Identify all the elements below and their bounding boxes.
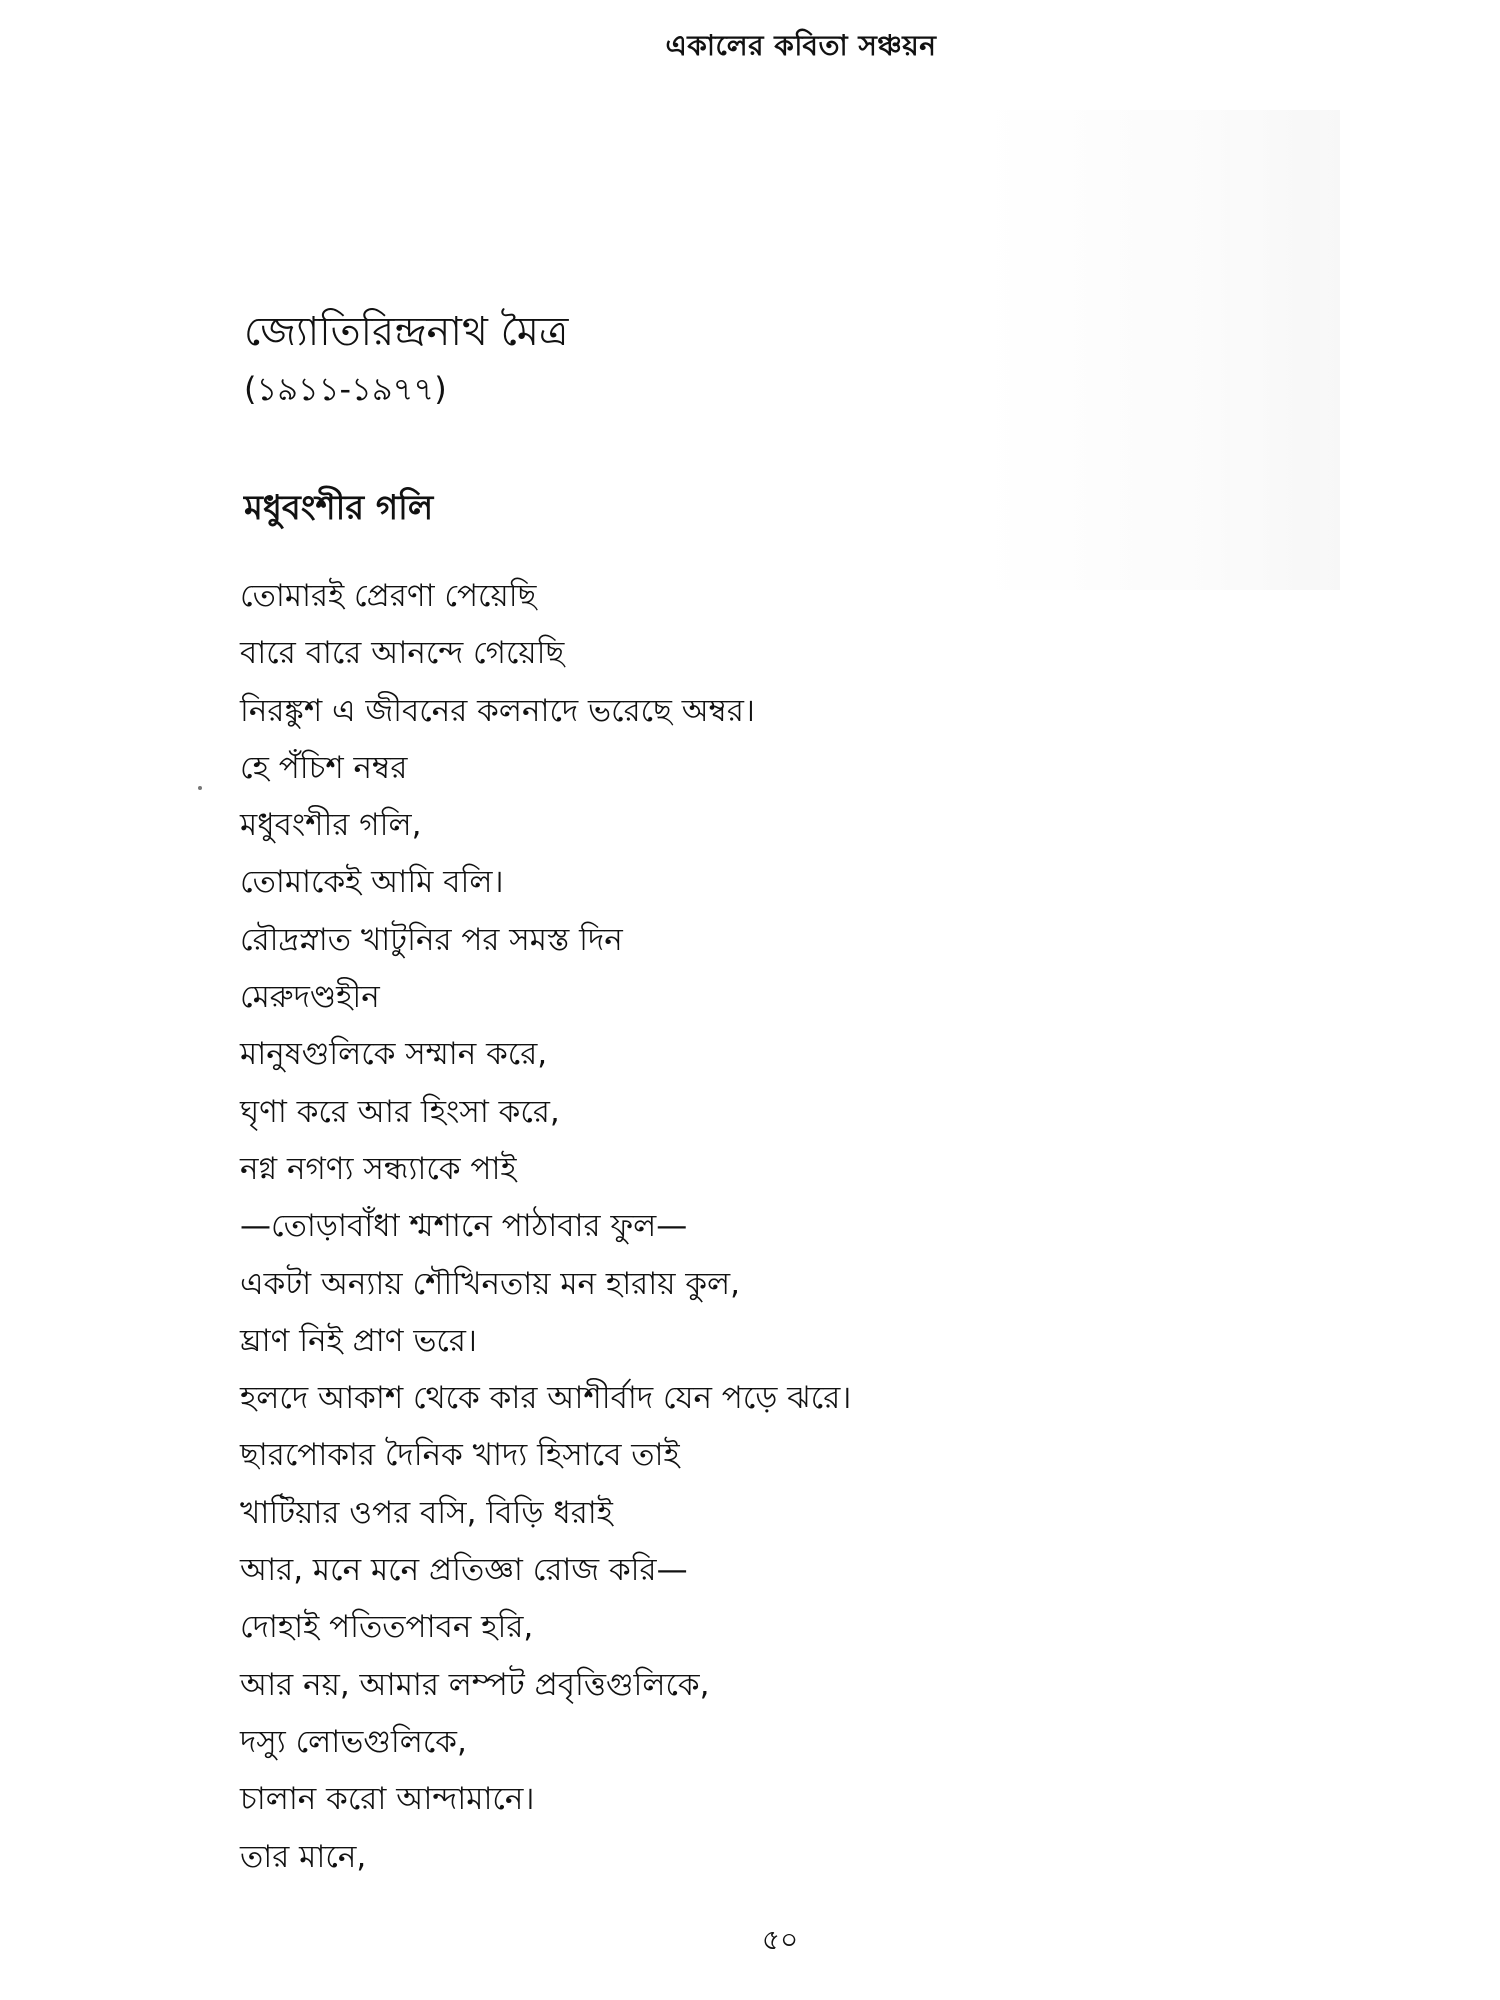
poet-dates: (১৯১১-১৯৭৭) — [244, 370, 447, 408]
poem-line: ছারপোকার দৈনিক খাদ্য হিসাবে তাই — [240, 1437, 680, 1474]
page-number: ৫০ — [761, 1923, 799, 1956]
poem-body — [240, 568, 851, 1886]
poem-line: ঘৃণা করে আর হিংসা করে, — [240, 1093, 560, 1130]
ink-speck — [198, 786, 202, 790]
poem-line: একটা অন্যায় শৌখিনতায় মন হারায় কুল, — [240, 1265, 740, 1302]
poem-line: খাটিয়ার ওপর বসি, বিড়ি ধরাই — [240, 1494, 613, 1531]
poem-line: আর নয়, আমার লম্পট প্রবৃত্তিগুলিকে, — [240, 1666, 710, 1703]
poem-title: মধুবংশীর গলি — [244, 488, 434, 528]
poem-line: তোমাকেই আমি বলি। — [240, 864, 504, 901]
poem-line: বারে বারে আনন্দে গেয়েছি — [240, 635, 565, 672]
poem-line: রৌদ্রস্নাত খাটুনির পর সমস্ত দিন — [240, 921, 623, 958]
poem-line: মানুষগুলিকে সম্মান করে, — [240, 1036, 548, 1073]
poem-line: —তোড়াবাঁধা শ্মশানে পাঠাবার ফুল— — [240, 1208, 688, 1245]
show-through-shadow — [980, 110, 1340, 590]
poem-line: দস্যু লোভগুলিকে, — [240, 1723, 467, 1760]
poem-line: নগ্ন নগণ্য সন্ধ্যাকে পাই — [240, 1150, 517, 1187]
poet-name: জ্যোতিরিন্দ্রনাথ মৈত্র — [244, 309, 569, 355]
poem-line: মধুবংশীর গলি, — [240, 807, 422, 844]
poem-line: নিরঙ্কুশ এ জীবনের কলনাদে ভরেছে অম্বর। — [240, 692, 755, 729]
poem-line: চালান করো আন্দামানে। — [240, 1781, 535, 1818]
poem-line: হলদে আকাশ থেকে কার আশীর্বাদ যেন পড়ে ঝরে। — [240, 1380, 852, 1417]
poem-line: ঘ্রাণ নিই প্রাণ ভরে। — [240, 1322, 478, 1359]
poem-line: দোহাই পতিতপাবন হরি, — [240, 1609, 534, 1646]
poem-line: আর, মনে মনে প্রতিজ্ঞা রোজ করি— — [240, 1552, 688, 1589]
running-header: একালের কবিতা সঞ্চয়ন — [665, 29, 937, 62]
poem-line: মেরুদণ্ডহীন — [240, 979, 380, 1016]
poem-line: তোমারই প্রেরণা পেয়েছি — [240, 578, 537, 614]
poem-line: হে পঁচিশ নম্বর — [240, 749, 408, 786]
poem-line: তার মানে, — [240, 1838, 367, 1875]
